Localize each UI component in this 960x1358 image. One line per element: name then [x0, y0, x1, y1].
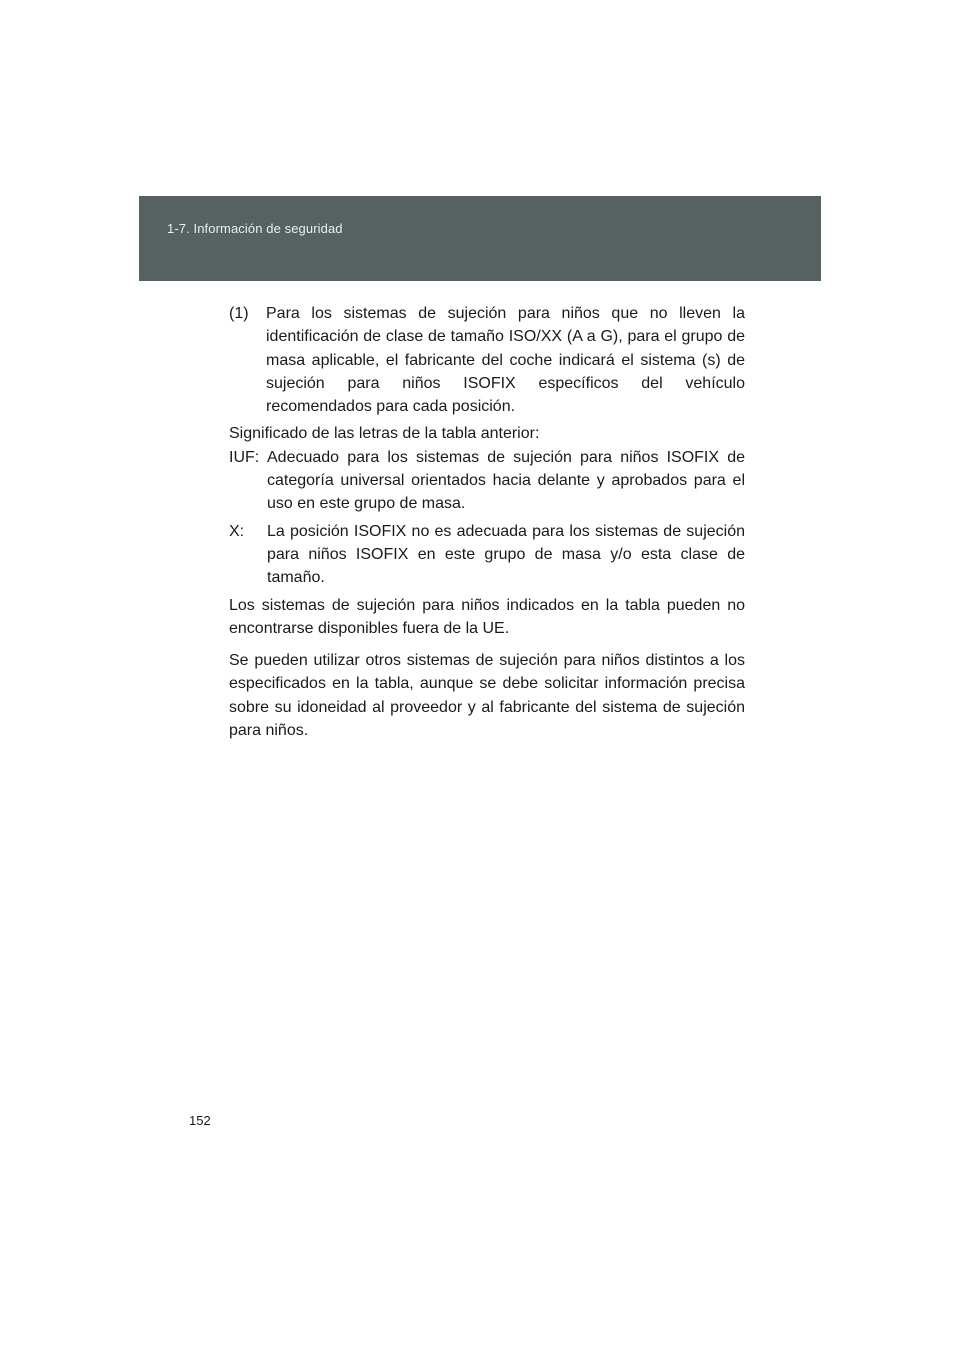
other-systems-paragraph: Se pueden utilizar otros sistemas de sujeción para niños distintos a los especificados en la tabla, aunque se debe solicitar información precisa sobre su idoneidad al proveedor y al fabricante del sistema de sujeción para niños.: [229, 652, 745, 740]
legend-iuf: [229, 446, 745, 516]
availability-paragraph: Los sistemas de sujeción para niños indicados en la tabla pueden no encontrarse disponibles fuera de la UE.: [229, 596, 745, 637]
note-1: [229, 302, 745, 418]
legend-title: Significado de las letras de la tabla anterior:: [229, 425, 540, 443]
note-1-text: Para los sistemas de sujeción para niños que no lleven la identificación de clase de tamaño ISO/XX (A a G), para el grupo de masa aplicable, el fabricante del coche indicará el sistema (s) de sujeción para niños ISOFIX específicos del vehículo recomendados para cada posición.: [266, 305, 745, 416]
section-header-band: [139, 196, 821, 281]
page-number: 152: [189, 1113, 211, 1128]
legend-x: [229, 520, 745, 590]
legend-x-marker: X:: [229, 522, 245, 540]
legend-iuf-text: Adecuado para los sistemas de sujeción para niños ISOFIX de categoría universal orientados hacia delante y aprobados para el uso en este grupo de masa.: [267, 448, 745, 513]
section-title: 1-7. Información de seguridad: [167, 221, 343, 236]
legend-x-text: La posición ISOFIX no es adecuada para los sistemas de sujeción para niños ISOFIX en este grupo de masa y/o esta clase de tamaño.: [267, 522, 745, 587]
page-content: [229, 302, 745, 742]
note-1-marker: (1): [229, 305, 249, 322]
legend-iuf-marker: IUF:: [229, 448, 260, 466]
